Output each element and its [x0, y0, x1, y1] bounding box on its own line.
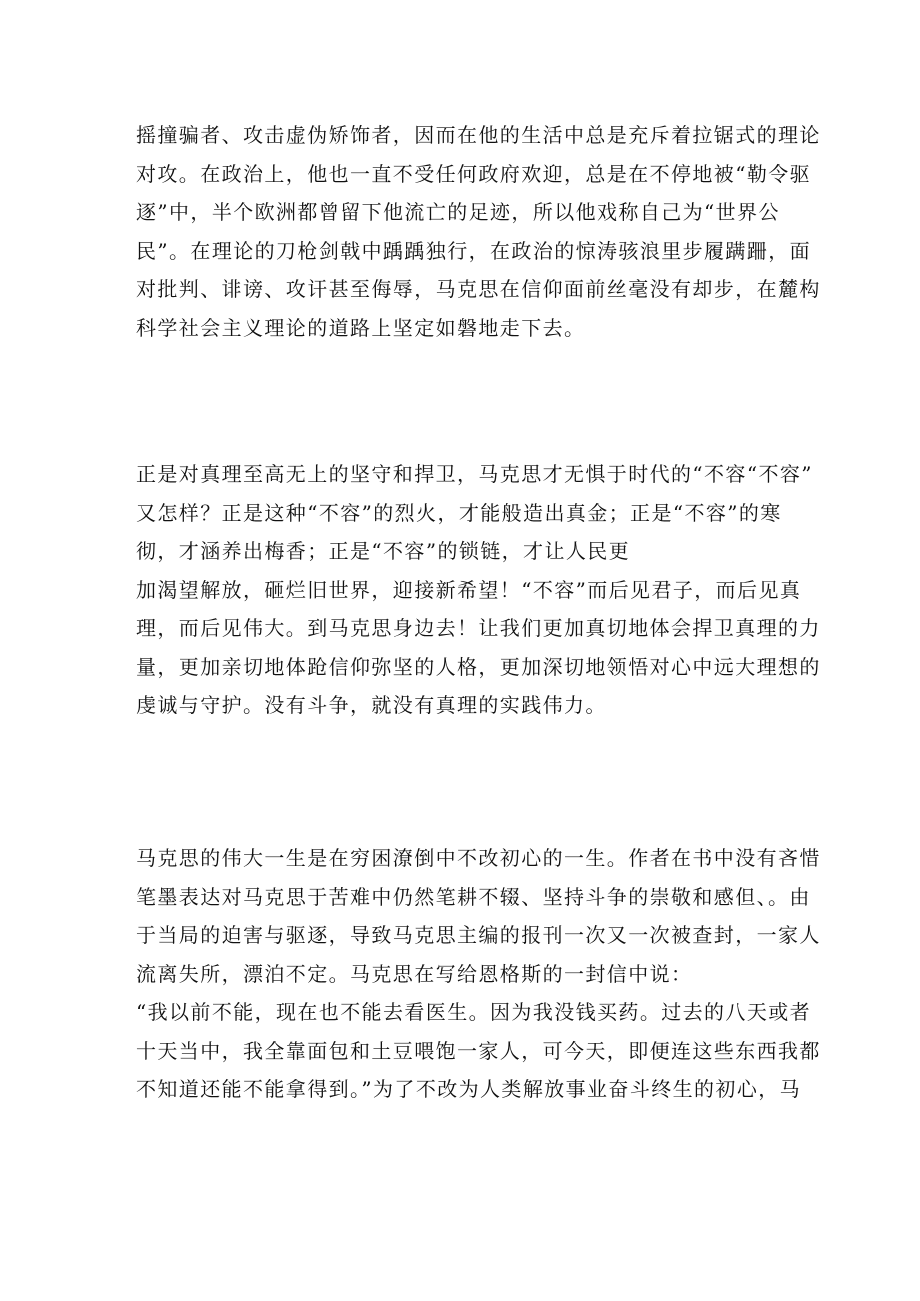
text-line: 笔墨表达对马克思于苦难中仍然笔耕不辍、坚持斗争的崇敬和感但、。由 [136, 884, 811, 909]
text-line: 彻，才涵养出梅香；正是“不容”的锁链，才让人民更 [136, 539, 631, 563]
text-line: 逐”中，半个欧洲都曾留下他流亡的足迹，所以他戏称自己为“世界公 [136, 200, 780, 224]
text-line: 民”。在理论的刀枪剑戟中踽踽独行，在政治的惊涛骇浪里步履蹒跚，面 [136, 238, 812, 263]
text-line: 于当局的迫害与驱逐，导致马克思主编的报刊一次又一次被查封，一家人 [136, 923, 821, 947]
text-line: 又怎样？正是这种“不容”的烈火，才能般造出真金；正是“不容”的寒 [136, 500, 782, 525]
text-line: 摇撞骗者、攻击虚伪矫饰者，因而在他的生活中总是充斥着拉锯式的理论 [136, 123, 821, 147]
text-line: 科学社会主义理论的道路上坚定如磐地走下去。 [136, 315, 586, 340]
text-line: 对批判、诽谤、攻讦甚至侮辱，马克思在信仰面前丝毫没有却步，在麓构 [136, 277, 821, 301]
text-line: 对攻。在政治上，他也一直不受任何政府欢迎，总是在不停地被“勒令驱 [136, 161, 812, 186]
text-line: 流离失所，漂泊不定。马克思在写给恩格斯的一封信中说： [136, 961, 693, 986]
paragraph-3 [136, 839, 821, 1109]
text-line: “我以前不能，现在也不能去看医生。因为我没钱买药。过去的八天或者 [136, 1000, 812, 1024]
paragraph-1 [136, 116, 821, 347]
text-line: 量，更加亲切地体跄信仰弥坚的人格，更加深切地领悟对心中远大理想的 [136, 654, 821, 679]
text-line: 虔诚与守护。没有斗争，就没有真理的实践伟力。 [136, 693, 607, 717]
text-line: 加渴望解放，砸烂旧世界，迎接新希望！“不容”而后见君子，而后见真 [136, 577, 802, 602]
paragraph-2 [136, 455, 821, 725]
text-line: 马克思的伟大一生是在穷困潦倒中不改初心的一生。作者在书中没有吝惜 [136, 846, 821, 870]
text-line: 理，而后见伟大。到马克思身边去！让我们更加真切地体会捍卫真理的力 [136, 616, 821, 640]
text-line: 不知道还能不能拿得到。”为了不改为人类解放事业奋斗终生的初心，马 [136, 1077, 802, 1101]
text-line: 正是对真理至高无上的坚守和捍卫，马克思才无惧于时代的“不容“不容” [136, 462, 813, 486]
text-line: 十天当中，我全靠面包和土豆喂饱一家人，可今天，即便连这些东西我都 [136, 1038, 821, 1063]
